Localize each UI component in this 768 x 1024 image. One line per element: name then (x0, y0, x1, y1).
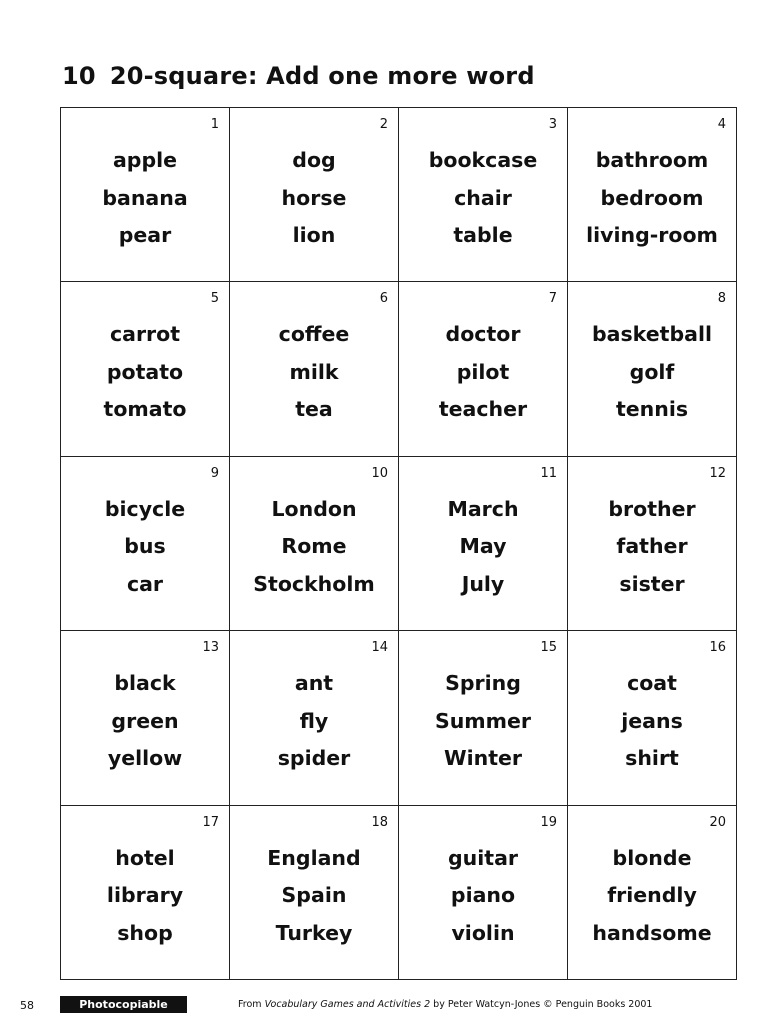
activity-number: 10 (62, 62, 96, 90)
word-square (230, 108, 399, 282)
word-list (230, 491, 398, 604)
word: dog (292, 148, 336, 172)
word: black (114, 671, 176, 696)
square-number: 8 (717, 291, 726, 307)
word-list (61, 665, 229, 778)
word: lion (292, 223, 336, 247)
square-number: 13 (202, 640, 219, 656)
page-title (62, 62, 535, 90)
word-square (399, 108, 568, 282)
word: tomato (103, 397, 187, 422)
word: basketball (591, 322, 713, 347)
word-square (399, 631, 568, 805)
word-square (230, 282, 399, 456)
word-list (399, 665, 567, 778)
word-list (568, 316, 736, 429)
word: England (267, 845, 361, 870)
square-number: 7 (548, 291, 557, 307)
square-number: 11 (540, 465, 557, 481)
word: pilot (456, 359, 510, 384)
word-square (61, 457, 230, 631)
word: potato (106, 359, 184, 384)
word-square (568, 108, 737, 282)
credit-prefix: From (238, 999, 265, 1010)
word: May (459, 534, 507, 559)
square-number: 19 (540, 814, 557, 830)
word-square (61, 108, 230, 282)
word: father (616, 534, 688, 559)
word: horse (281, 185, 347, 210)
word: handsome (592, 920, 712, 945)
word: friendly (607, 883, 697, 908)
word: bicycle (104, 496, 186, 521)
word-list (230, 316, 398, 429)
square-number: 20 (709, 814, 726, 830)
photocopiable-badge: Photocopiable (60, 996, 187, 1013)
word-grid (60, 107, 737, 980)
word-list (61, 316, 229, 429)
square-number: 6 (379, 291, 388, 307)
square-number: 14 (371, 640, 388, 656)
word-square (568, 457, 737, 631)
page-footer (0, 996, 768, 1018)
word: July (461, 571, 505, 596)
square-number: 18 (371, 814, 388, 830)
source-credit (238, 999, 652, 1010)
word: coat (627, 671, 677, 696)
square-number: 15 (540, 640, 557, 656)
word: chair (454, 185, 512, 210)
word-square (61, 282, 230, 456)
square-number: 2 (379, 117, 388, 132)
word: bedroom (600, 185, 704, 210)
word: Spring (445, 671, 521, 696)
word-list (230, 142, 398, 255)
word: shirt (625, 746, 679, 771)
word-square (568, 282, 737, 456)
square-number: 4 (717, 117, 726, 132)
word-list (399, 142, 567, 255)
page-number: 58 (20, 999, 34, 1012)
word: doctor (445, 322, 521, 347)
word-list (230, 665, 398, 778)
square-number: 10 (371, 465, 388, 481)
word: blonde (612, 845, 692, 870)
word-square (399, 806, 568, 980)
word-square (399, 282, 568, 456)
word-square (230, 457, 399, 631)
word: sister (619, 571, 685, 596)
word: apple (112, 148, 178, 172)
word-square (230, 631, 399, 805)
word: Spain (281, 883, 347, 908)
word: yellow (107, 746, 183, 771)
word: piano (450, 883, 516, 908)
word-square (230, 806, 399, 980)
word: Winter (443, 746, 523, 771)
word: brother (608, 496, 696, 521)
square-number: 3 (548, 117, 557, 132)
word: golf (629, 359, 675, 384)
word-square (399, 457, 568, 631)
word-list (399, 491, 567, 604)
word-list (568, 840, 736, 953)
word: bus (124, 534, 166, 559)
word: Summer (434, 708, 532, 733)
word: tea (295, 397, 333, 422)
word: jeans (621, 708, 683, 733)
word: banana (102, 185, 188, 210)
word-list (399, 316, 567, 429)
word: carrot (109, 322, 181, 347)
word-list (61, 491, 229, 604)
credit-suffix: by Peter Watcyn-Jones © Penguin Books 2001 (430, 999, 653, 1010)
word: London (271, 496, 357, 521)
square-number: 17 (202, 814, 219, 830)
word: teacher (438, 397, 528, 422)
word-square (61, 631, 230, 805)
word: library (106, 883, 184, 908)
word: Stockholm (253, 571, 375, 596)
word: living-room (586, 223, 718, 247)
word: car (126, 571, 164, 596)
word: hotel (115, 845, 175, 870)
word-list (61, 840, 229, 953)
word: coffee (278, 322, 350, 347)
word: milk (289, 359, 339, 384)
word-list (568, 142, 736, 255)
word: March (447, 496, 519, 521)
word: bookcase (428, 148, 538, 172)
word: shop (117, 920, 173, 945)
word: tennis (615, 397, 689, 422)
word-list (61, 142, 229, 255)
word: ant (294, 671, 334, 696)
word: Turkey (275, 920, 353, 945)
word: table (453, 223, 513, 247)
word: green (111, 708, 179, 733)
word-list (399, 840, 567, 953)
word: pear (118, 223, 172, 247)
word-square (568, 806, 737, 980)
word-list (568, 665, 736, 778)
activity-title: 20-square: Add one more word (109, 62, 535, 90)
square-number: 12 (709, 465, 726, 481)
square-number: 9 (210, 465, 219, 481)
square-number: 1 (210, 117, 219, 132)
word-square (61, 806, 230, 980)
word: guitar (447, 845, 519, 870)
word-list (568, 491, 736, 604)
word: fly (299, 708, 329, 733)
square-number: 5 (210, 291, 219, 307)
square-number: 16 (709, 640, 726, 656)
word: Rome (281, 534, 347, 559)
word-list (230, 840, 398, 953)
word-square (568, 631, 737, 805)
word: spider (277, 746, 351, 771)
credit-book-title: Vocabulary Games and Activities 2 (264, 999, 431, 1010)
word: bathroom (595, 148, 709, 172)
word: violin (451, 920, 515, 945)
